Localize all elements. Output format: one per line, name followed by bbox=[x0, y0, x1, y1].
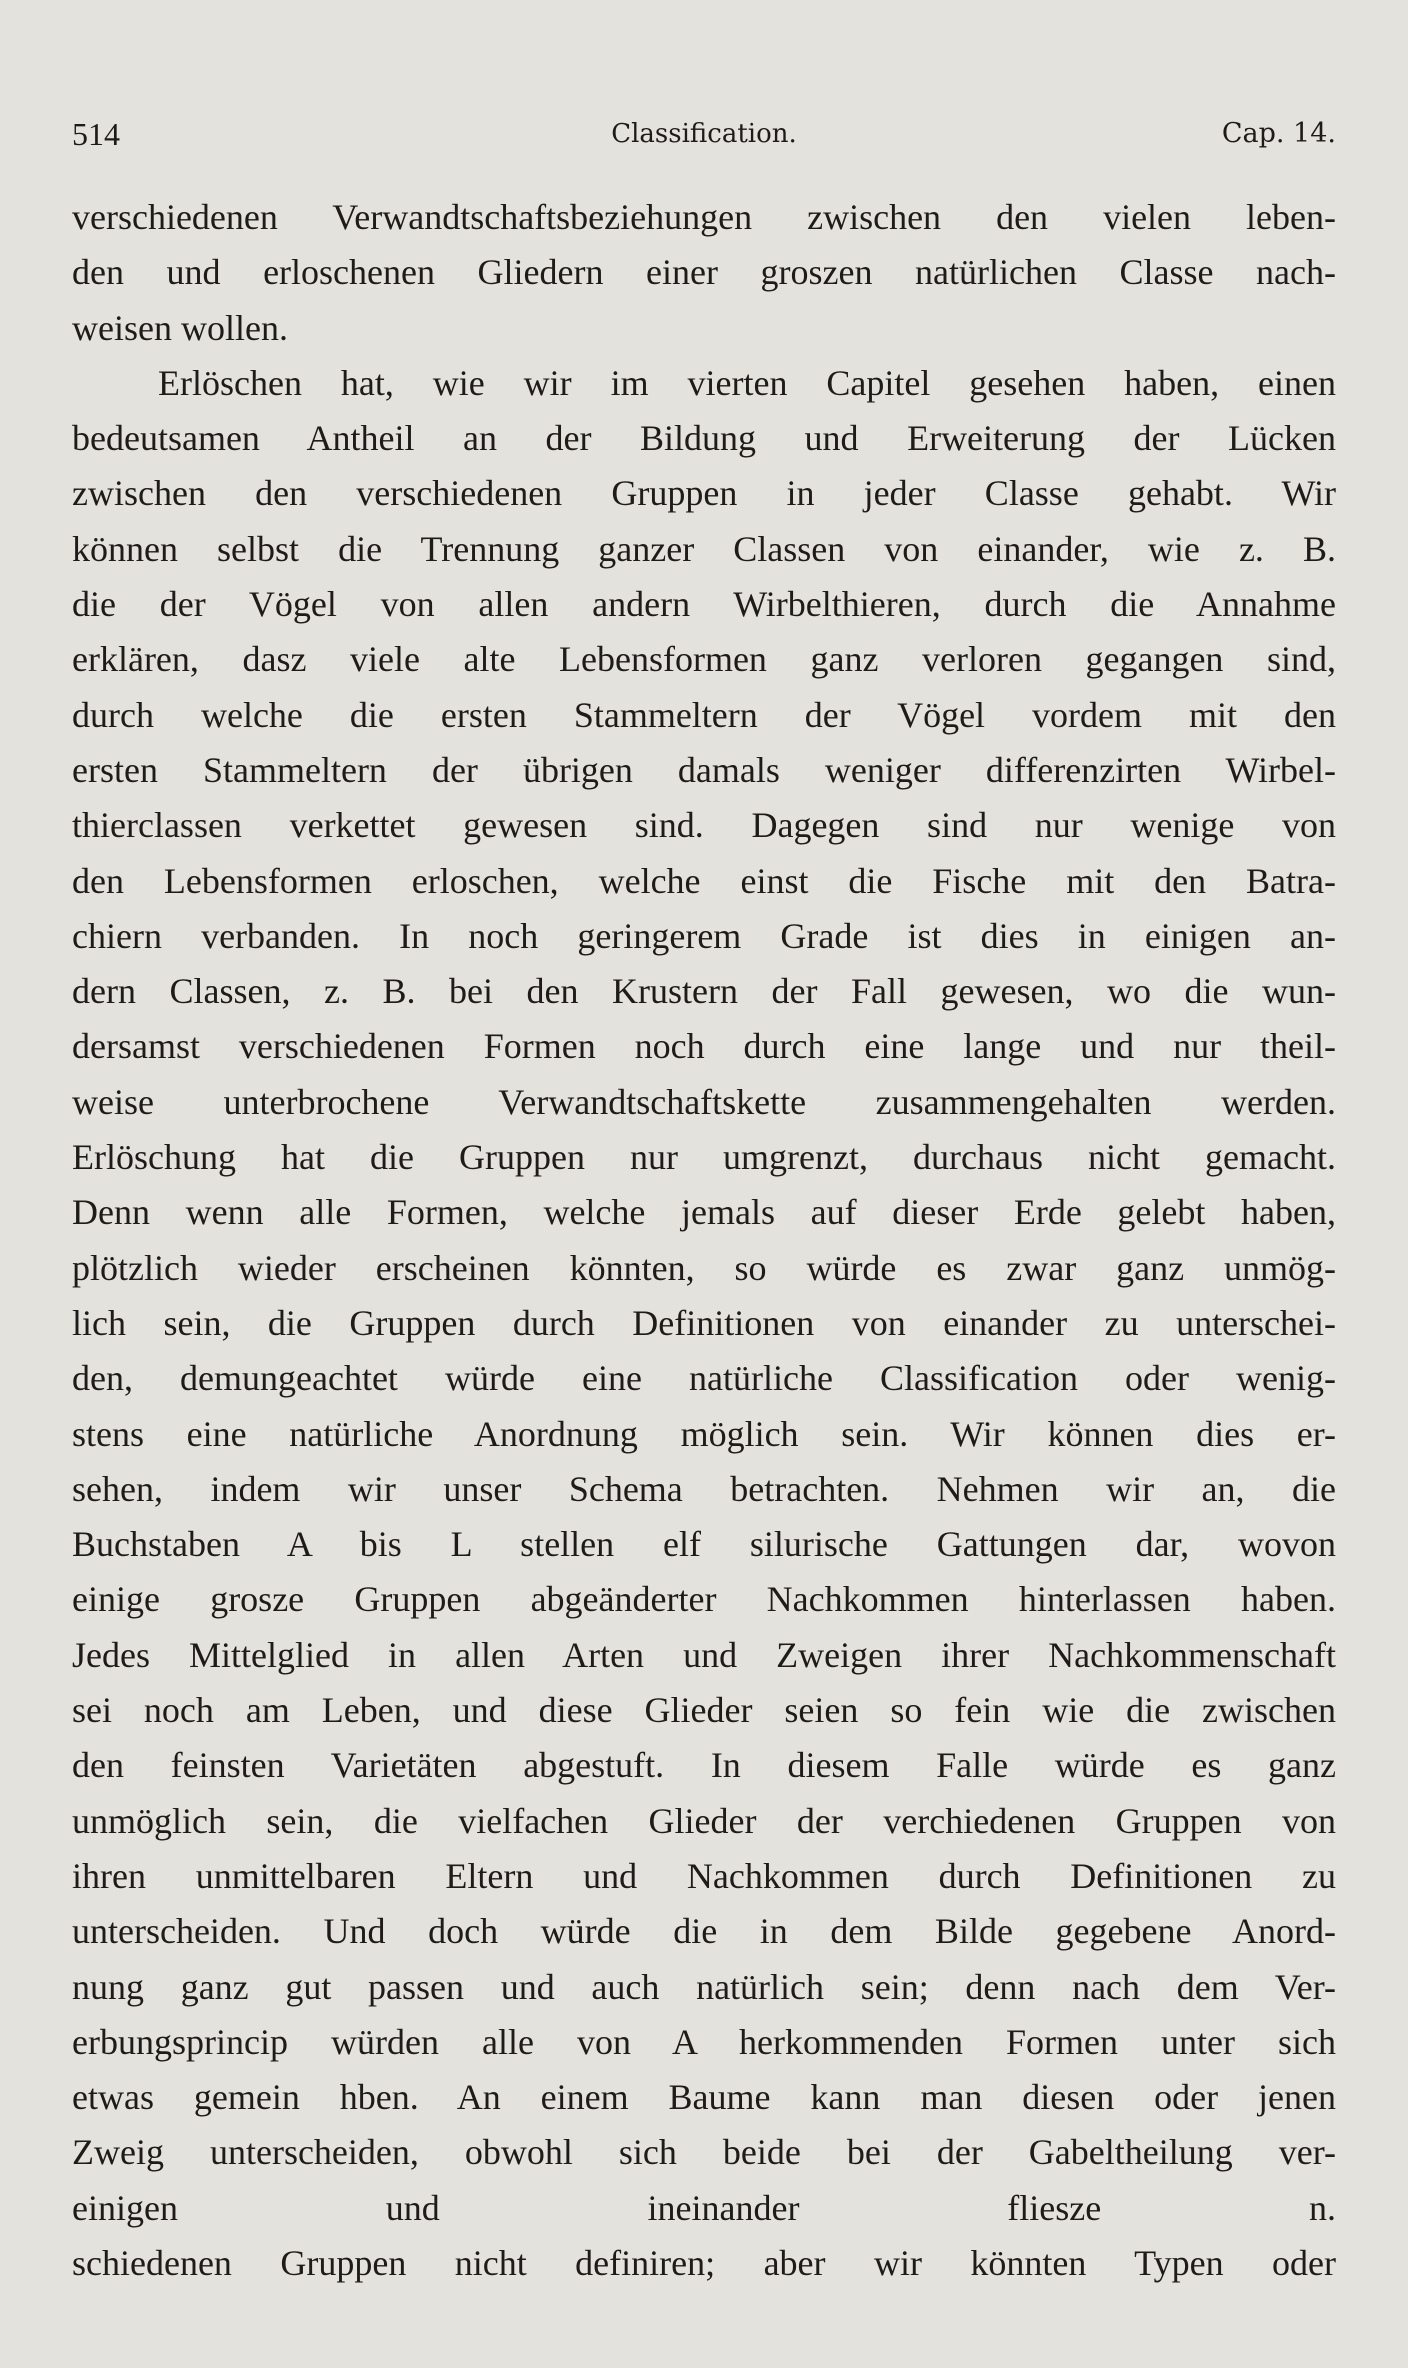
text-line: Buchstaben A bis L stellen elf silurische Gattungen dar, wovon bbox=[72, 1524, 1336, 1565]
text-line: erbungsprincip würden alle von A herkommenden Formen unter sich bbox=[72, 2021, 1336, 2062]
chapter-label: Cap. 14. bbox=[1221, 118, 1336, 149]
text-line: ersten Stammeltern der übrigen damals weniger differenzirten Wirbel- bbox=[72, 749, 1336, 790]
text-line: nung ganz gut passen und auch natürlich sein; denn nach dem Ver- bbox=[72, 1966, 1336, 2007]
text-line: zwischen den verschiedenen Gruppen in jeder Classe gehabt. Wir bbox=[72, 473, 1336, 514]
text-line: den Lebensformen erloschen, welche einst die Fische mit den Batra- bbox=[72, 860, 1336, 901]
text-line: schiedenen Gruppen nicht definiren; aber wir könnten Typen oder bbox=[72, 2242, 1336, 2283]
text-line: dern Classen, z. B. bei den Krustern der Fall gewesen, wo die wun- bbox=[72, 971, 1336, 1012]
text-line: durch welche die ersten Stammeltern der Vögel vordem mit den bbox=[72, 694, 1336, 735]
text-line: können selbst die Trennung ganzer Classen von einander, wie z. B. bbox=[72, 528, 1336, 569]
page-number: 514 bbox=[72, 116, 120, 152]
body-text bbox=[72, 190, 1336, 2291]
running-title: Classification. bbox=[611, 119, 797, 149]
text-line: unmöglich sein, die vielfachen Glieder der verchiedenen Gruppen von bbox=[72, 1800, 1336, 1841]
text-line: bedeutsamen Antheil an der Bildung und Erweiterung der Lücken bbox=[72, 418, 1336, 459]
paragraph-first-line: Erlöschen hat, wie wir im vierten Capitel gesehen haben, einen bbox=[158, 362, 1336, 403]
text-line: thierclassen verkettet gewesen sind. Dagegen sind nur wenige von bbox=[72, 805, 1336, 846]
text-line: weisen wollen. bbox=[72, 307, 288, 348]
text-line: einige grosze Gruppen abgeänderter Nachkommen hinterlassen haben. bbox=[72, 1579, 1336, 1620]
text-line: den und erloschenen Gliedern einer groszen natürlichen Classe nach- bbox=[72, 252, 1336, 293]
text-line: ihren unmittelbaren Eltern und Nachkommen durch Definitionen zu bbox=[72, 1855, 1336, 1896]
text-line: plötzlich wieder erscheinen könnten, so würde es zwar ganz unmög- bbox=[72, 1247, 1336, 1288]
text-line: Denn wenn alle Formen, welche jemals auf dieser Erde gelebt haben, bbox=[72, 1192, 1336, 1233]
text-line: stens eine natürliche Anordnung möglich sein. Wir können dies er- bbox=[72, 1413, 1336, 1454]
text-line: sei noch am Leben, und diese Glieder seien so fein wie die zwischen bbox=[72, 1690, 1336, 1731]
text-line: Erlöschung hat die Gruppen nur umgrenzt, durchaus nicht gemacht. bbox=[72, 1137, 1336, 1178]
page-header bbox=[72, 112, 1336, 156]
text-line: Jedes Mittelglied in allen Arten und Zweigen ihrer Nachkommenschaft bbox=[72, 1634, 1336, 1675]
text-line: die der Vögel von allen andern Wirbelthieren, durch die Annahme bbox=[72, 584, 1336, 625]
text-line: etwas gemein hben. An einem Baume kann man diesen oder jenen bbox=[72, 2077, 1336, 2118]
text-line: weise unterbrochene Verwandtschaftskette zusammengehalten werden. bbox=[72, 1081, 1336, 1122]
text-line: den feinsten Varietäten abgestuft. In diesem Falle würde es ganz bbox=[72, 1745, 1336, 1786]
text-line: dersamst verschiedenen Formen noch durch eine lange und nur theil- bbox=[72, 1026, 1336, 1067]
text-line: unterscheiden. Und doch würde die in dem Bilde gegebene Anord- bbox=[72, 1911, 1336, 1952]
text-line: verschiedenen Verwandtschaftsbeziehungen zwischen den vielen leben- bbox=[72, 197, 1336, 237]
text-line: erklären, dasz viele alte Lebensformen ganz verloren gegangen sind, bbox=[72, 639, 1336, 680]
text-line: chiern verbanden. In noch geringerem Grade ist dies in einigen an- bbox=[72, 915, 1336, 956]
text-line: sehen, indem wir unser Schema betrachten. Nehmen wir an, die bbox=[72, 1468, 1336, 1509]
text-line: einigen und ineinander fliesze n. bbox=[72, 2187, 1336, 2228]
text-line: lich sein, die Gruppen durch Definitionen von einander zu unterschei- bbox=[72, 1302, 1336, 1343]
text-line: den, demungeachtet würde eine natürliche Classification oder wenig- bbox=[72, 1358, 1336, 1399]
text-line: Zweig unterscheiden, obwohl sich beide bei der Gabeltheilung ver- bbox=[72, 2132, 1336, 2173]
